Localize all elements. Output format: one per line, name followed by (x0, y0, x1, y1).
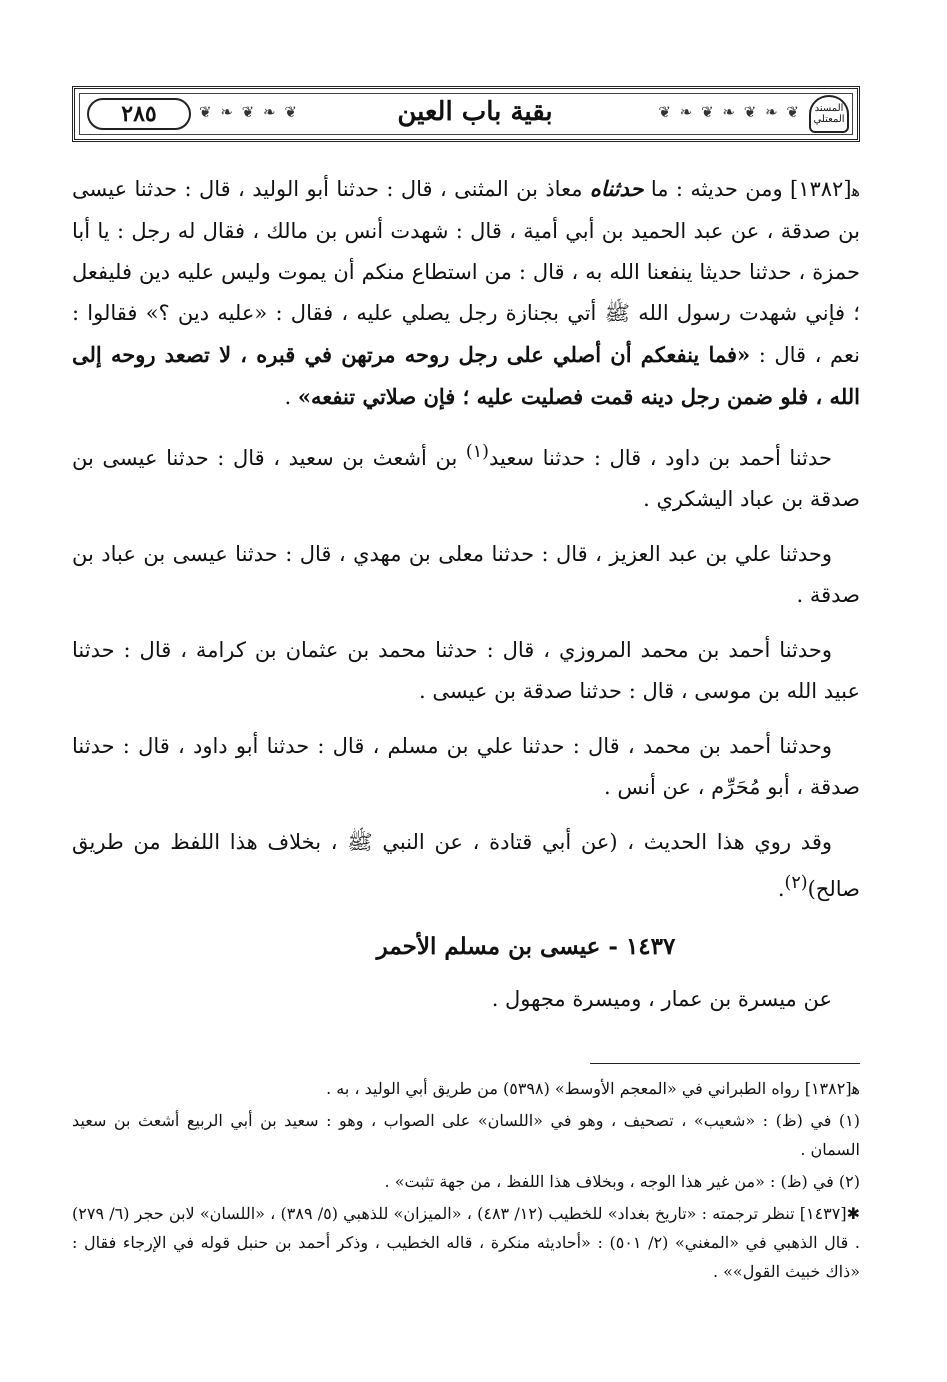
publisher-seal (809, 95, 849, 133)
text-span: وقد روي هذا الحديث ، (عن أبي قتادة ، عن النبي ﷺ ، بخلاف هذا اللفظ من طريق صالح) (72, 830, 860, 901)
page-header (72, 86, 860, 142)
text-span: بن أشعث بن سعيد ، قال : حدثنا عيسى بن صدقة بن عباد اليشكري . (72, 446, 860, 511)
chain-paragraph: وحدثنا أحمد بن محمد المروزي ، قال : حدثنا محمد بن عثمان بن كرامة ، قال : حدثنا عبيد الله بن موسى ، قال : حدثنا صدقة بن عيسى . (72, 638, 860, 703)
text-span: ومن حديثه : ما (650, 177, 783, 201)
main-text (72, 168, 860, 1034)
footnote-ref: (١) (465, 442, 489, 462)
chain-paragraph: وحدثنا علي بن عبد العزيز ، قال : حدثنا معلى بن مهدي ، قال : حدثنا عيسى بن عباد بن صدقة . (72, 542, 860, 607)
footnote-divider (590, 1063, 860, 1064)
ornament-right-icon: ❦ ❧ ❦ ❧ ❦ ❧ ❦ (658, 103, 801, 121)
text-span: فقالوا : نعم ، قال : (72, 301, 860, 367)
footnote: (٢) في (ظ) : «من غير هذا الوجه ، وبخلاف هذا اللفظ ، من جهة تثبت» . (384, 1172, 860, 1191)
quote-span: «عليه دين ؟» (145, 301, 268, 325)
entry-paragraph: عن ميسرة بن عمار ، وميسرة مجهول . (491, 987, 832, 1011)
footnote: ﻫ[١٣٨٢] رواه الطبراني في «المعجم الأوسط» (٥٣٩٨) من طريق أبي الوليد ، به . (326, 1079, 860, 1098)
chain-paragraph (72, 822, 860, 910)
chain-paragraph: وحدثنا أحمد بن محمد ، قال : حدثنا علي بن مسلم ، قال : حدثنا أبو داود ، قال : حدثنا صدقة ، أبو مُحَرِّم ، عن أنس . (72, 734, 860, 799)
entry-marker: ﻫ (851, 181, 860, 200)
footnote: ✱[١٤٣٧] تنظر ترجمته : «تاريخ بغداد» للخطيب (١٢/ ٤٨٣) ، «الميزان» للذهبي (٥/ ٣٨٩) ، «اللسان» لابن حجر (٦/ ٢٧٩) . قال الذهبي في «المغني» (٢/ ٥٠١) : «أحاديثه منكرة ، قاله الخطيب ، وذكر أحمد بن حنبل قوله في الإرجاء فقال : «ذاك خبيث القول»» . (72, 1204, 860, 1281)
chain-paragraph (72, 432, 860, 520)
footnote-ref: (٢) (784, 873, 808, 893)
text-span: . (284, 385, 292, 409)
ornament-left-icon: ❦ ❧ ❦ ❧ ❦ (199, 103, 299, 121)
prophetic-quote: «فما ينفعكم أن أصلي على رجل روحه مرتهن في قبره ، لا تصعد روحه إلى الله ، فلو ضمن رجل دينه قمت فصليت عليه ؛ فإن صلاتي تنفعه» (72, 342, 860, 409)
footnotes (72, 1074, 860, 1289)
text-span-emphasis: حدثناه (589, 176, 644, 201)
running-title: بقية باب العين (397, 97, 553, 127)
page-number: ٢٨٥ (87, 98, 191, 130)
section-heading: ١٤٣٧ - عيسى بن مسلم الأحمر (376, 933, 676, 960)
footnote: (١) في (ظ) : «شعيب» ، تصحيف ، وهو في «اللسان» على الصواب ، وهو : سعيد بن أبي الربيع أشعث بن سعيد السمان . (72, 1111, 860, 1159)
hadith-ref: [١٣٨٢] (790, 177, 852, 201)
book-page (72, 86, 860, 1366)
seal-line-2: المعتلي (813, 114, 845, 125)
seal-line-1: المسند (814, 103, 844, 114)
text-span: معاذ بن المثنى ، قال : حدثنا أبو الوليد ، قال : حدثنا عيسى بن صدقة ، عن عبد الحميد بن أبي أمية ، قال : شهدت أنس بن مالك ، فقال له رجل : يا أبا حمزة ، حدثنا حديثا ينفعنا الله به ، قال : من استطاع منكم أن يموت وليس عليه دين فليفعل ؛ فإني شهدت رسول الله ﷺ أتي بجنازة رجل يصلي عليه ، فقال : (72, 177, 860, 325)
text-span: حدثنا أحمد بن داود ، قال : حدثنا سعيد (488, 446, 832, 470)
hadith-paragraph (72, 168, 860, 418)
text-span: . (777, 877, 785, 901)
